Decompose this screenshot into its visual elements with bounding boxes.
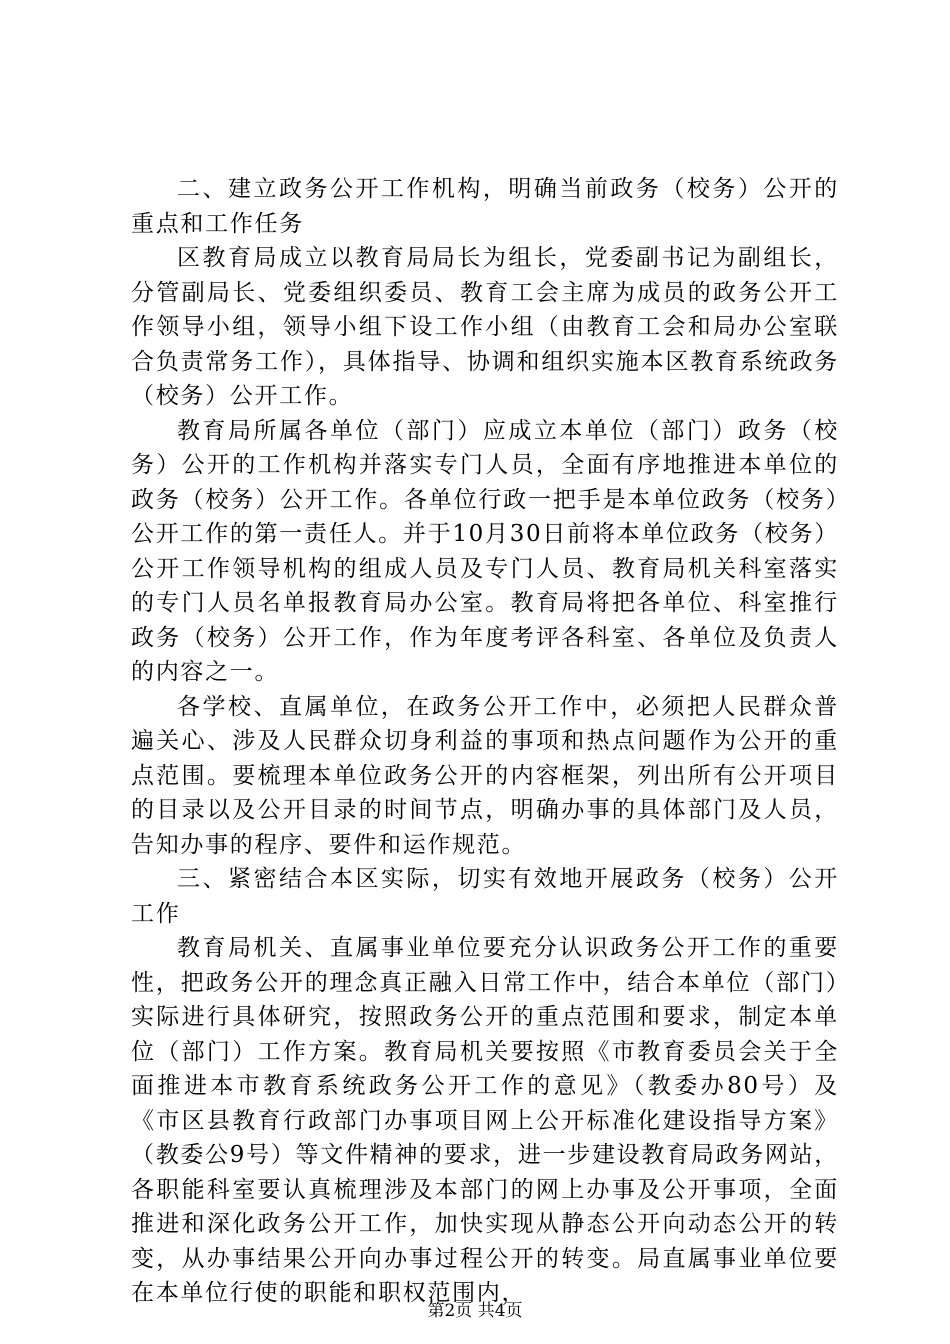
paragraph: 教育局机关、直属事业单位要充分认识政务公开工作的重要性，把政务公开的理念真正融入日常工作中，结合本单位（部门）实际进行具体研究，按照政务公开的重点范围和要求，制定本单位（部门）工作方案。教育局机关要按照《市教育委员会关于全面推进本市教育系统政务公开工作的意见》（教委办80号）及《市区县教育行政部门办事项目网上公开标准化建设指导方案》（教委公9号）等文件精神的要求，进一步建设教育局政务网站，各职能科室要认真梳理涉及本部门的网上办事及公开事项，全面推进和深化政务公开工作，加快实现从静态公开向动态公开的转变，从办事结果公开向办事过程公开的转变。局直属事业单位要在本单位行使的职能和职权范围内， [131, 935, 839, 1306]
section-heading-2: 二、建立政务公开工作机构，明确当前政务（校务）公开的重点和工作任务 [131, 176, 839, 237]
paragraph: 区教育局成立以教育局局长为组长，党委副书记为副组长，分管副局长、党委组织委员、教育工会主席为成员的政务公开工作领导小组，领导小组下设工作小组（由教育工会和局办公室联合负责常务工作），具体指导、协调和组织实施本区教育系统政务（校务）公开工作。 [131, 245, 839, 409]
document-body [131, 172, 839, 1311]
paragraph: 各学校、直属单位，在政务公开工作中，必须把人民群众普遍关心、涉及人民群众切身利益的事项和热点问题作为公开的重点范围。要梳理本单位政务公开的内容框架，列出所有公开项目的目录以及公开目录的时间节点，明确办事的具体部门及人员，告知办事的程序、要件和运作规范。 [131, 693, 839, 858]
page-number-footer: 第2页 共4页 [427, 1301, 523, 1321]
section-heading-3: 三、紧密结合本区实际，切实有效地开展政务（校务）公开工作 [131, 866, 839, 927]
paragraph: 教育局所属各单位（部门）应成立本单位（部门）政务（校务）公开的工作机构并落实专门人员，全面有序地推进本单位的政务（校务）公开工作。各单位行政一把手是本单位政务（校务）公开工作的第一责任人。并于10月30日前将本单位政务（校务）公开工作领导机构的组成人员及专门人员、教育局机关科室落实的专门人员名单报教育局办公室。教育局将把各单位、科室推行政务（校务）公开工作，作为年度考评各科室、各单位及负责人的内容之一。 [131, 417, 839, 685]
